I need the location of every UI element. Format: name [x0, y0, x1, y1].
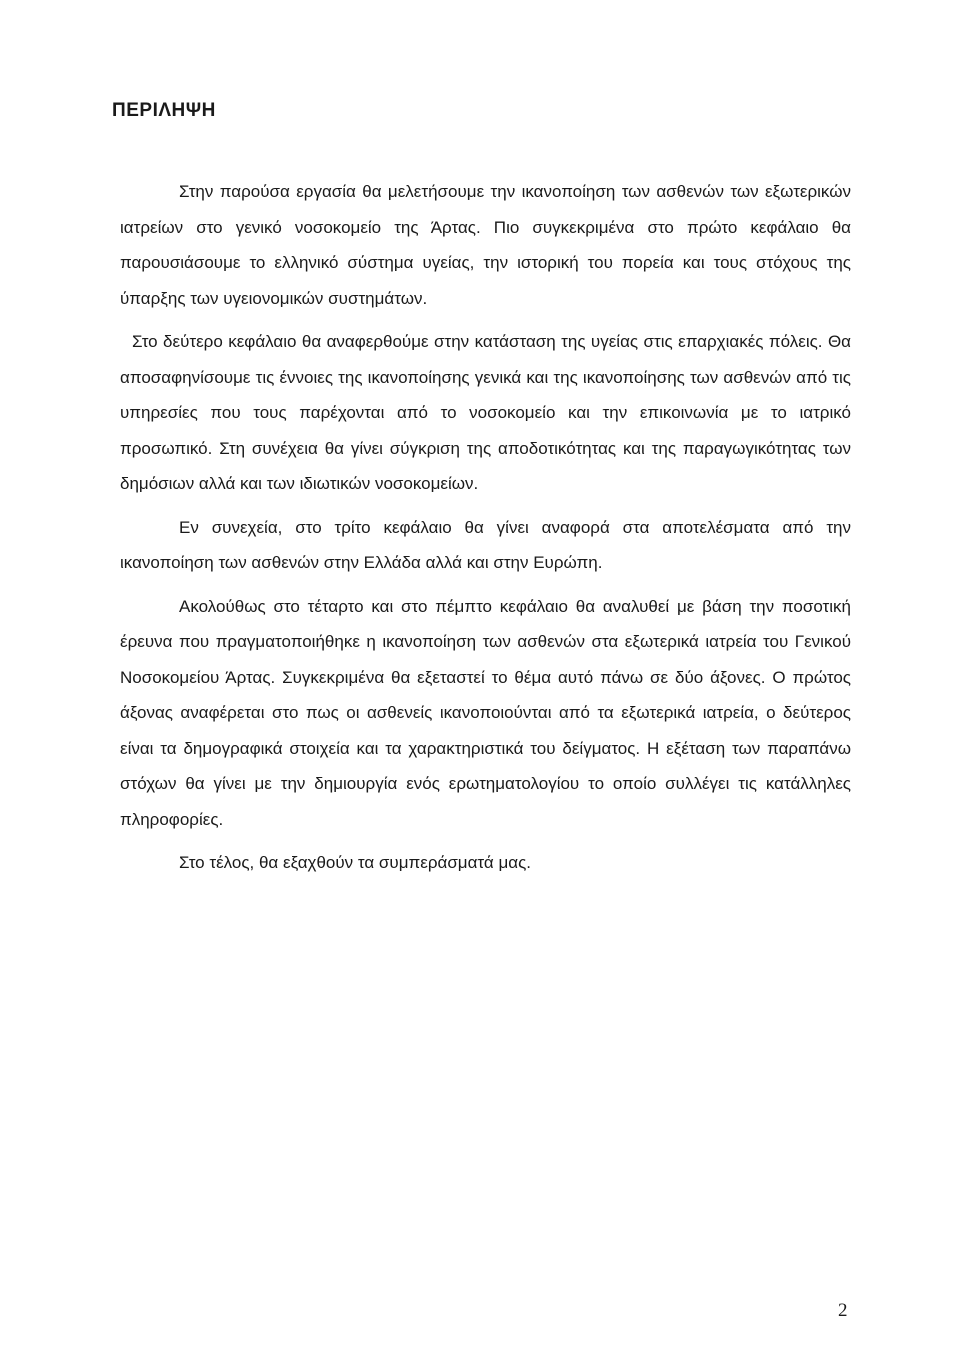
summary-body [120, 174, 851, 881]
section-heading: ΠΕΡΙΛΗΨΗ [112, 100, 216, 121]
paragraph-chapters-four-five: Ακολούθως στο τέταρτο και στο πέμπτο κεφάλαιο θα αναλυθεί με βάση την ποσοτική έρευνα που πραγματοποιήθηκε η ικανοποίηση των ασθενών στα εξωτερικά ιατρεία του Γενικού Νοσοκομείου Άρτας. Συγκεκριμένα θα εξεταστεί το θέμα αυτό πάνω σε δύο άξονες. Ο πρώτος άξονας αναφέρεται στο πως οι ασθενείς ικανοποιούνται από τα εξωτερικά ιατρεία, ο δεύτερος είναι τα δημογραφικά στοιχεία και τα χαρακτηριστικά του δείγματος. Η εξέταση των παραπάνω στόχων θα γίνει με την δημιουργία ενός ερωτηματολογίου το οποίο συλλέγει τις κατάλληλες πληροφορίες. [120, 596, 851, 829]
page-number: 2 [838, 1300, 848, 1321]
paragraph-intro: Στην παρούσα εργασία θα μελετήσουμε την ικανοποίηση των ασθενών των εξωτερικών ιατρείων στο γενικό νοσοκομείο της Άρτας. Πιο συγκεκριμένα στο πρώτο κεφάλαιο θα παρουσιάσουμε το ελληνικό σύστημα υγείας, την ιστορική του πορεία και τους στόχους της ύπαρξης των υγειονομικών συστημάτων. [120, 182, 851, 308]
paragraph-chapter-three: Εν συνεχεία, στο τρίτο κεφάλαιο θα γίνει αναφορά στα αποτελέσματα από την ικανοποίηση των ασθενών στην Ελλάδα αλλά και στην Ευρώπη. [120, 517, 851, 572]
paragraph-chapter-two: Στο δεύτερο κεφάλαιο θα αναφερθούμε στην κατάσταση της υγείας στις επαρχιακές πόλεις. Θα αποσαφηνίσουμε τις έννοιες της ικανοποίησης γενικά και της ικανοποίησης των ασθενών από τις υπηρεσίες που τους παρέχονται από το νοσοκομείο και την επικοινωνία με το ιατρικό προσωπικό. Στη συνέχεια θα γίνει σύγκριση της αποδοτικότητας και της παραγωγικότητας των δημόσιων αλλά και των ιδιωτικών νοσοκομείων. [120, 332, 851, 493]
paragraph-conclusion: Στο τέλος, θα εξαχθούν τα συμπεράσματά μας. [179, 853, 531, 872]
